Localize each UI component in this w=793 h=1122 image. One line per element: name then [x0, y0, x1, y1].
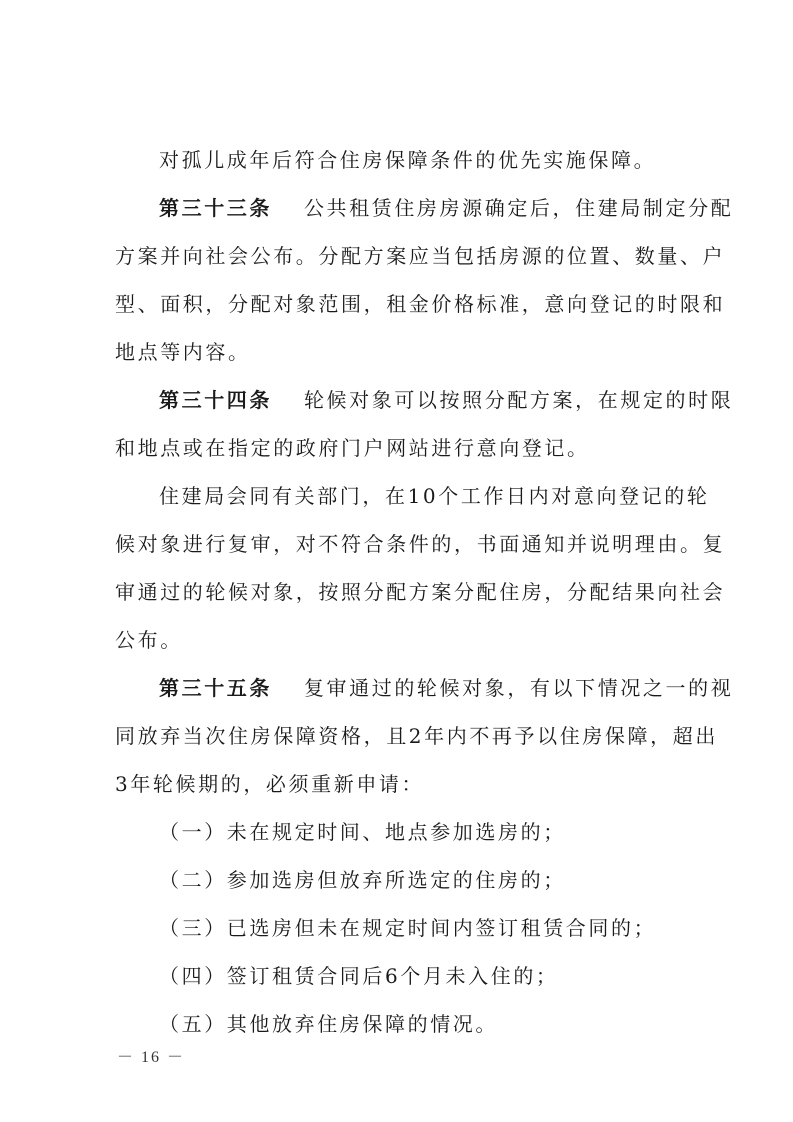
paragraph-line — [115, 626, 685, 654]
text: （四）签订租赁合同后6个月未入住的； — [159, 964, 559, 988]
paragraph-line — [115, 770, 685, 798]
paragraph-line — [115, 146, 685, 174]
text: 复审通过的轮候对象，有以下情况之一的视 — [303, 676, 734, 700]
text: 同放弃当次住房保障资格，且2年内不再予以住房保障，超出 — [115, 724, 718, 748]
article-34-title: 第三十四条 — [159, 388, 272, 412]
article-33-title: 第三十三条 — [159, 196, 272, 220]
text: （三）已选房但未在规定时间内签订租赁合同的； — [159, 916, 657, 940]
text: 型、面积，分配对象范围，租金价格标准，意向登记的时限和 — [115, 292, 726, 316]
text: （一）未在规定时间、地点参加选房的； — [159, 820, 566, 844]
text: 公布。 — [115, 628, 183, 652]
paragraph-line — [115, 722, 718, 750]
text: 对孤儿成年后符合住房保障条件的优先实施保障。 — [159, 148, 657, 172]
text: 方案并向社会公布。分配方案应当包括房源的位置、数量、户 — [115, 244, 726, 268]
text: 地点等内容。 — [115, 340, 251, 364]
paragraph-line — [115, 578, 726, 606]
text: 审通过的轮候对象，按照分配方案分配住房，分配结果向社会 — [115, 580, 726, 604]
text: 轮候对象可以按照分配方案，在规定的时限 — [303, 388, 734, 412]
text: （二）参加选房但放弃所选定的住房的； — [159, 868, 566, 892]
article-35-title: 第三十五条 — [159, 676, 272, 700]
paragraph-line — [115, 434, 685, 462]
text: 3年轮候期的，必须重新申请： — [115, 772, 425, 796]
text: 公共租赁住房房源确定后，住建局制定分配 — [303, 196, 734, 220]
paragraph-line — [115, 242, 726, 270]
text: （五）其他放弃住房保障的情况。 — [159, 1012, 498, 1036]
text: 和地点或在指定的政府门户网站进行意向登记。 — [115, 436, 590, 460]
paragraph-line — [115, 482, 710, 510]
list-item — [115, 914, 685, 942]
article-35-first-line — [115, 674, 734, 702]
article-33-first-line — [115, 194, 734, 222]
text: 住建局会同有关部门，在10个工作日内对意向登记的轮 — [159, 484, 710, 508]
list-item — [115, 818, 685, 846]
paragraph-line — [115, 290, 726, 318]
list-item — [115, 866, 685, 894]
paragraph-line — [115, 530, 726, 558]
paragraph-line — [115, 338, 685, 366]
article-34-first-line — [115, 386, 734, 414]
text: 候对象进行复审，对不符合条件的，书面通知并说明理由。复 — [115, 532, 726, 556]
page-number: － 16 － — [117, 1049, 186, 1066]
list-item — [115, 1010, 685, 1038]
list-item — [115, 962, 685, 990]
